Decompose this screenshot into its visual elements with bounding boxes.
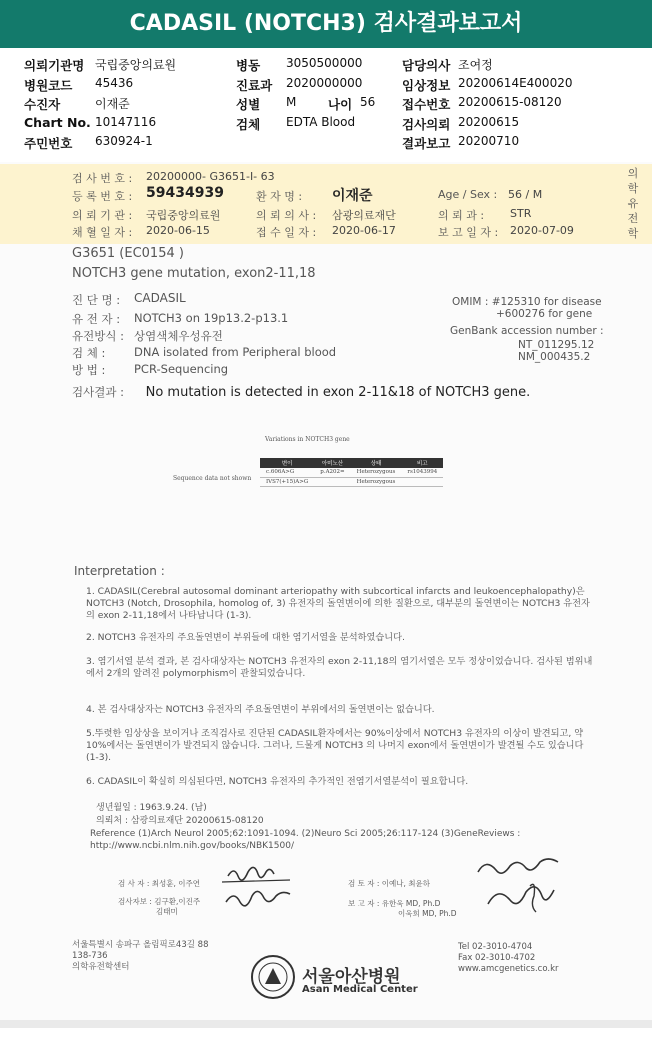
header-label: 임상정보 xyxy=(402,78,451,93)
header-value: 조여정 xyxy=(458,58,493,72)
genbank-nt: NT_011295.12 xyxy=(518,339,595,351)
gene-label: 유 전 자 : xyxy=(72,312,121,326)
header-value: 20200615-08120 xyxy=(458,95,562,109)
header-value: EDTA Blood xyxy=(286,115,356,129)
header-label: 의뢰기관명 xyxy=(24,58,85,73)
interpretation-title: Interpretation : xyxy=(74,564,165,578)
method: PCR-Sequencing xyxy=(134,362,229,376)
collect-label: 채 혈 일 자 : xyxy=(72,226,133,239)
inst: 국립중앙의료원 xyxy=(146,209,221,222)
header-value: 이재준 xyxy=(95,97,130,111)
header-value: 630924-1 xyxy=(95,134,153,148)
reviewer: 검 토 자 : 이예나, 최윤하 xyxy=(348,879,431,888)
patient-name: 이재준 xyxy=(332,188,373,204)
table-cell xyxy=(401,477,443,486)
result-label: 검사결과 : xyxy=(72,385,124,399)
header-value: 45436 xyxy=(95,76,134,90)
address-line: 서울특별시 송파구 올림픽로43길 88 xyxy=(72,940,209,950)
method-label: 방 법 : xyxy=(72,363,106,377)
report-date: 2020-07-09 xyxy=(510,224,574,237)
report-title: CADASIL (NOTCH3) 검사결과보고서 xyxy=(0,0,652,48)
birth-date: 생년월일 : 1963.9.24. (남) xyxy=(96,803,207,813)
phone: Tel 02-3010-4704 xyxy=(458,942,533,952)
genbank-label: GenBank accession number : xyxy=(450,325,604,337)
gene: NOTCH3 on 19p13.2-p13.1 xyxy=(134,311,289,325)
header-label: 병동 xyxy=(236,58,261,73)
dept-label: 의 뢰 과 : xyxy=(438,209,485,222)
asan-foundation-logo-icon xyxy=(250,954,296,1000)
table-header: 상태 xyxy=(351,458,402,468)
hospital-name-en: Asan Medical Center xyxy=(302,984,418,995)
header-value: 56 xyxy=(360,95,376,109)
website: www.amcgenetics.co.kr xyxy=(458,964,559,974)
doctor-label: 의 뢰 의 사 : xyxy=(256,209,317,222)
header-label: 검체 xyxy=(236,117,261,132)
age-sex: 56 / M xyxy=(508,188,543,201)
header-label: 병원코드 xyxy=(24,78,73,93)
report-label: 보 고 일 자 : xyxy=(438,226,499,239)
vertical-department-tag: 의학유전학 xyxy=(627,167,639,240)
table-cell: Heterozygous xyxy=(351,477,402,486)
interpretation-paragraph: 1. CADASIL(Cerebral autosomal dominant arteriopathy with subcortical infarcts and leukoencephalopathy)은 NOTCH3 (Notch, Drosophila, homolog of, 3) 유전자의 돌연변이에 의한 질환으로, 대부분의 돌연변이는 NOTCH3 유전자의 exon 2-11,18에서 나타납니다 (1-3). xyxy=(86,586,590,621)
hospital-name-ko: 서울아산병원 xyxy=(302,967,401,987)
address-center: 의학유전학센터 xyxy=(72,962,130,972)
header-value: 20200710 xyxy=(458,134,520,148)
table-row xyxy=(260,468,443,477)
diagnosis: CADASIL xyxy=(134,291,186,305)
reference-url: http://www.ncbi.nlm.nih.gov/books/NBK1500/ xyxy=(90,841,294,851)
table-cell: p.A202= xyxy=(314,468,350,477)
header-label: 주민번호 xyxy=(24,136,73,151)
fax: Fax 02-3010-4702 xyxy=(458,953,536,963)
test-no-label: 검 사 번 호 : xyxy=(72,172,133,185)
table-header: 아미노산 xyxy=(314,458,350,468)
reviewer-signature-icon xyxy=(470,856,580,926)
interpretation-paragraph: 3. 염기서열 분석 결과, 본 검사대상자는 NOTCH3 유전자의 exon 2-11,18의 염기서열은 모두 정상이었습니다. 검사된 범위내에서 2개의 알려진 polymorphism이 관찰되었습니다. xyxy=(86,656,593,679)
patient-label: 환 자 명 : xyxy=(256,190,303,203)
address-postcode: 138-736 xyxy=(72,951,108,961)
tester-assistant-2: 김태미 xyxy=(156,907,178,916)
header-label: 수진자 xyxy=(24,97,61,112)
header-value: M xyxy=(286,95,297,109)
reg-no-label: 등 록 번 호 : xyxy=(72,190,133,203)
inheritance-label: 유전방식 : xyxy=(72,329,124,343)
header-label: 담당의사 xyxy=(402,58,451,73)
reporter-2: 이욱희 MD, Ph.D xyxy=(398,909,457,918)
header-label: 검사의뢰 xyxy=(402,117,451,132)
requester: 의뢰처 : 삼광의료재단 20200615-08120 xyxy=(96,816,264,826)
interpretation-paragraph: 2. NOTCH3 유전자의 주요돌연변이 부위들에 대한 염기서열을 분석하였습니다. xyxy=(86,632,405,643)
interpretation-paragraph: 6. CADASIL이 확실히 의심된다면, NOTCH3 유전자의 추가적인 전염기서열분석이 필요합니다. xyxy=(86,776,469,787)
table-cell xyxy=(314,477,350,486)
table-header: 변이 xyxy=(260,458,314,468)
diagnosis-label: 진 단 명 : xyxy=(72,293,121,307)
age-sex-label: Age / Sex : xyxy=(438,188,498,201)
table-cell: c.606A>G xyxy=(260,468,314,477)
header-label: 나이 xyxy=(328,97,353,112)
variation-table xyxy=(260,458,443,487)
test-result xyxy=(72,384,530,400)
test-name: NOTCH3 gene mutation, exon2-11,18 xyxy=(72,266,316,281)
test-code: G3651 (EC0154 ) xyxy=(72,246,184,261)
receive-date: 2020-06-17 xyxy=(332,224,396,237)
interpretation-paragraph: 5.뚜렷한 임상상을 보이거나 조직검사로 진단된 CADASIL환자에서는 90%이상에서 NOTCH3 유전자의 이상이 발견되고, 약 10%에서는 돌연변이가 발견되지 않습니다. 그러나, 드물게 NOTCH3 의 나머지 exon에서 돌연변이가 발견될 수도 있습니다 (1-3). xyxy=(86,728,584,763)
tester: 검 사 자 : 최성훈, 이주연 xyxy=(118,879,201,888)
table-header: 비고 xyxy=(401,458,443,468)
header-value: 2020000000 xyxy=(286,76,363,90)
header-label: 접수번호 xyxy=(402,97,451,112)
table-row xyxy=(260,477,443,486)
scanned-report xyxy=(0,162,652,1028)
page-edge xyxy=(0,1020,652,1028)
table-cell: rs1043994 xyxy=(401,468,443,477)
omim-disease: OMIM : #125310 for disease xyxy=(452,296,602,308)
sequence-note: Sequence data not shown xyxy=(173,475,252,482)
test-no: 20200000- G3651-I- 63 xyxy=(146,170,275,183)
table-cell: IVS7(+15)A>G xyxy=(260,477,314,486)
interpretation-paragraph: 4. 본 검사대상자는 NOTCH3 유전자의 주요돌연변이 부위에서의 돌연변이는 없습니다. xyxy=(86,704,435,715)
header-value: 10147116 xyxy=(95,115,157,129)
variations-caption: Variations in NOTCH3 gene xyxy=(265,436,350,443)
genbank-nm: NM_000435.2 xyxy=(518,351,591,363)
specimen: DNA isolated from Peripheral blood xyxy=(134,345,337,359)
doctor: 삼광의료재단 xyxy=(332,209,396,222)
omim-gene: +600276 for gene xyxy=(496,308,593,320)
header-value: 3050500000 xyxy=(286,56,363,70)
header-label: 진료과 xyxy=(236,78,273,93)
receive-label: 접 수 일 자 : xyxy=(256,226,317,239)
tester-signature-icon xyxy=(200,856,310,916)
inst-label: 의 뢰 기 관 : xyxy=(72,209,133,222)
reporter: 보 고 자 : 유한욱 MD, Ph.D xyxy=(348,899,441,908)
inheritance: 상염색체우성유전 xyxy=(134,329,223,343)
tester-assistant: 검사자보 : 김구환,이진주 xyxy=(118,897,201,906)
dept: STR xyxy=(510,207,532,220)
report-header xyxy=(0,52,652,156)
header-label: 성별 xyxy=(236,97,261,112)
specimen-label: 검 체 : xyxy=(72,346,106,360)
header-label: Chart No. xyxy=(24,115,91,130)
header-value: 20200615 xyxy=(458,115,520,129)
reference: Reference (1)Arch Neurol 2005;62:1091-1094. (2)Neuro Sci 2005;26:117-124 (3)GeneReviews : xyxy=(90,829,521,839)
reg-no: 59434939 xyxy=(146,185,224,201)
result-text: No mutation is detected in exon 2-11&18 of NOTCH3 gene. xyxy=(145,385,531,400)
table-cell: Heterozygous xyxy=(351,468,402,477)
header-value: 20200614E400020 xyxy=(458,76,573,90)
header-label: 결과보고 xyxy=(402,136,451,151)
header-value: 국립중앙의료원 xyxy=(95,58,177,72)
collect-date: 2020-06-15 xyxy=(146,224,210,237)
